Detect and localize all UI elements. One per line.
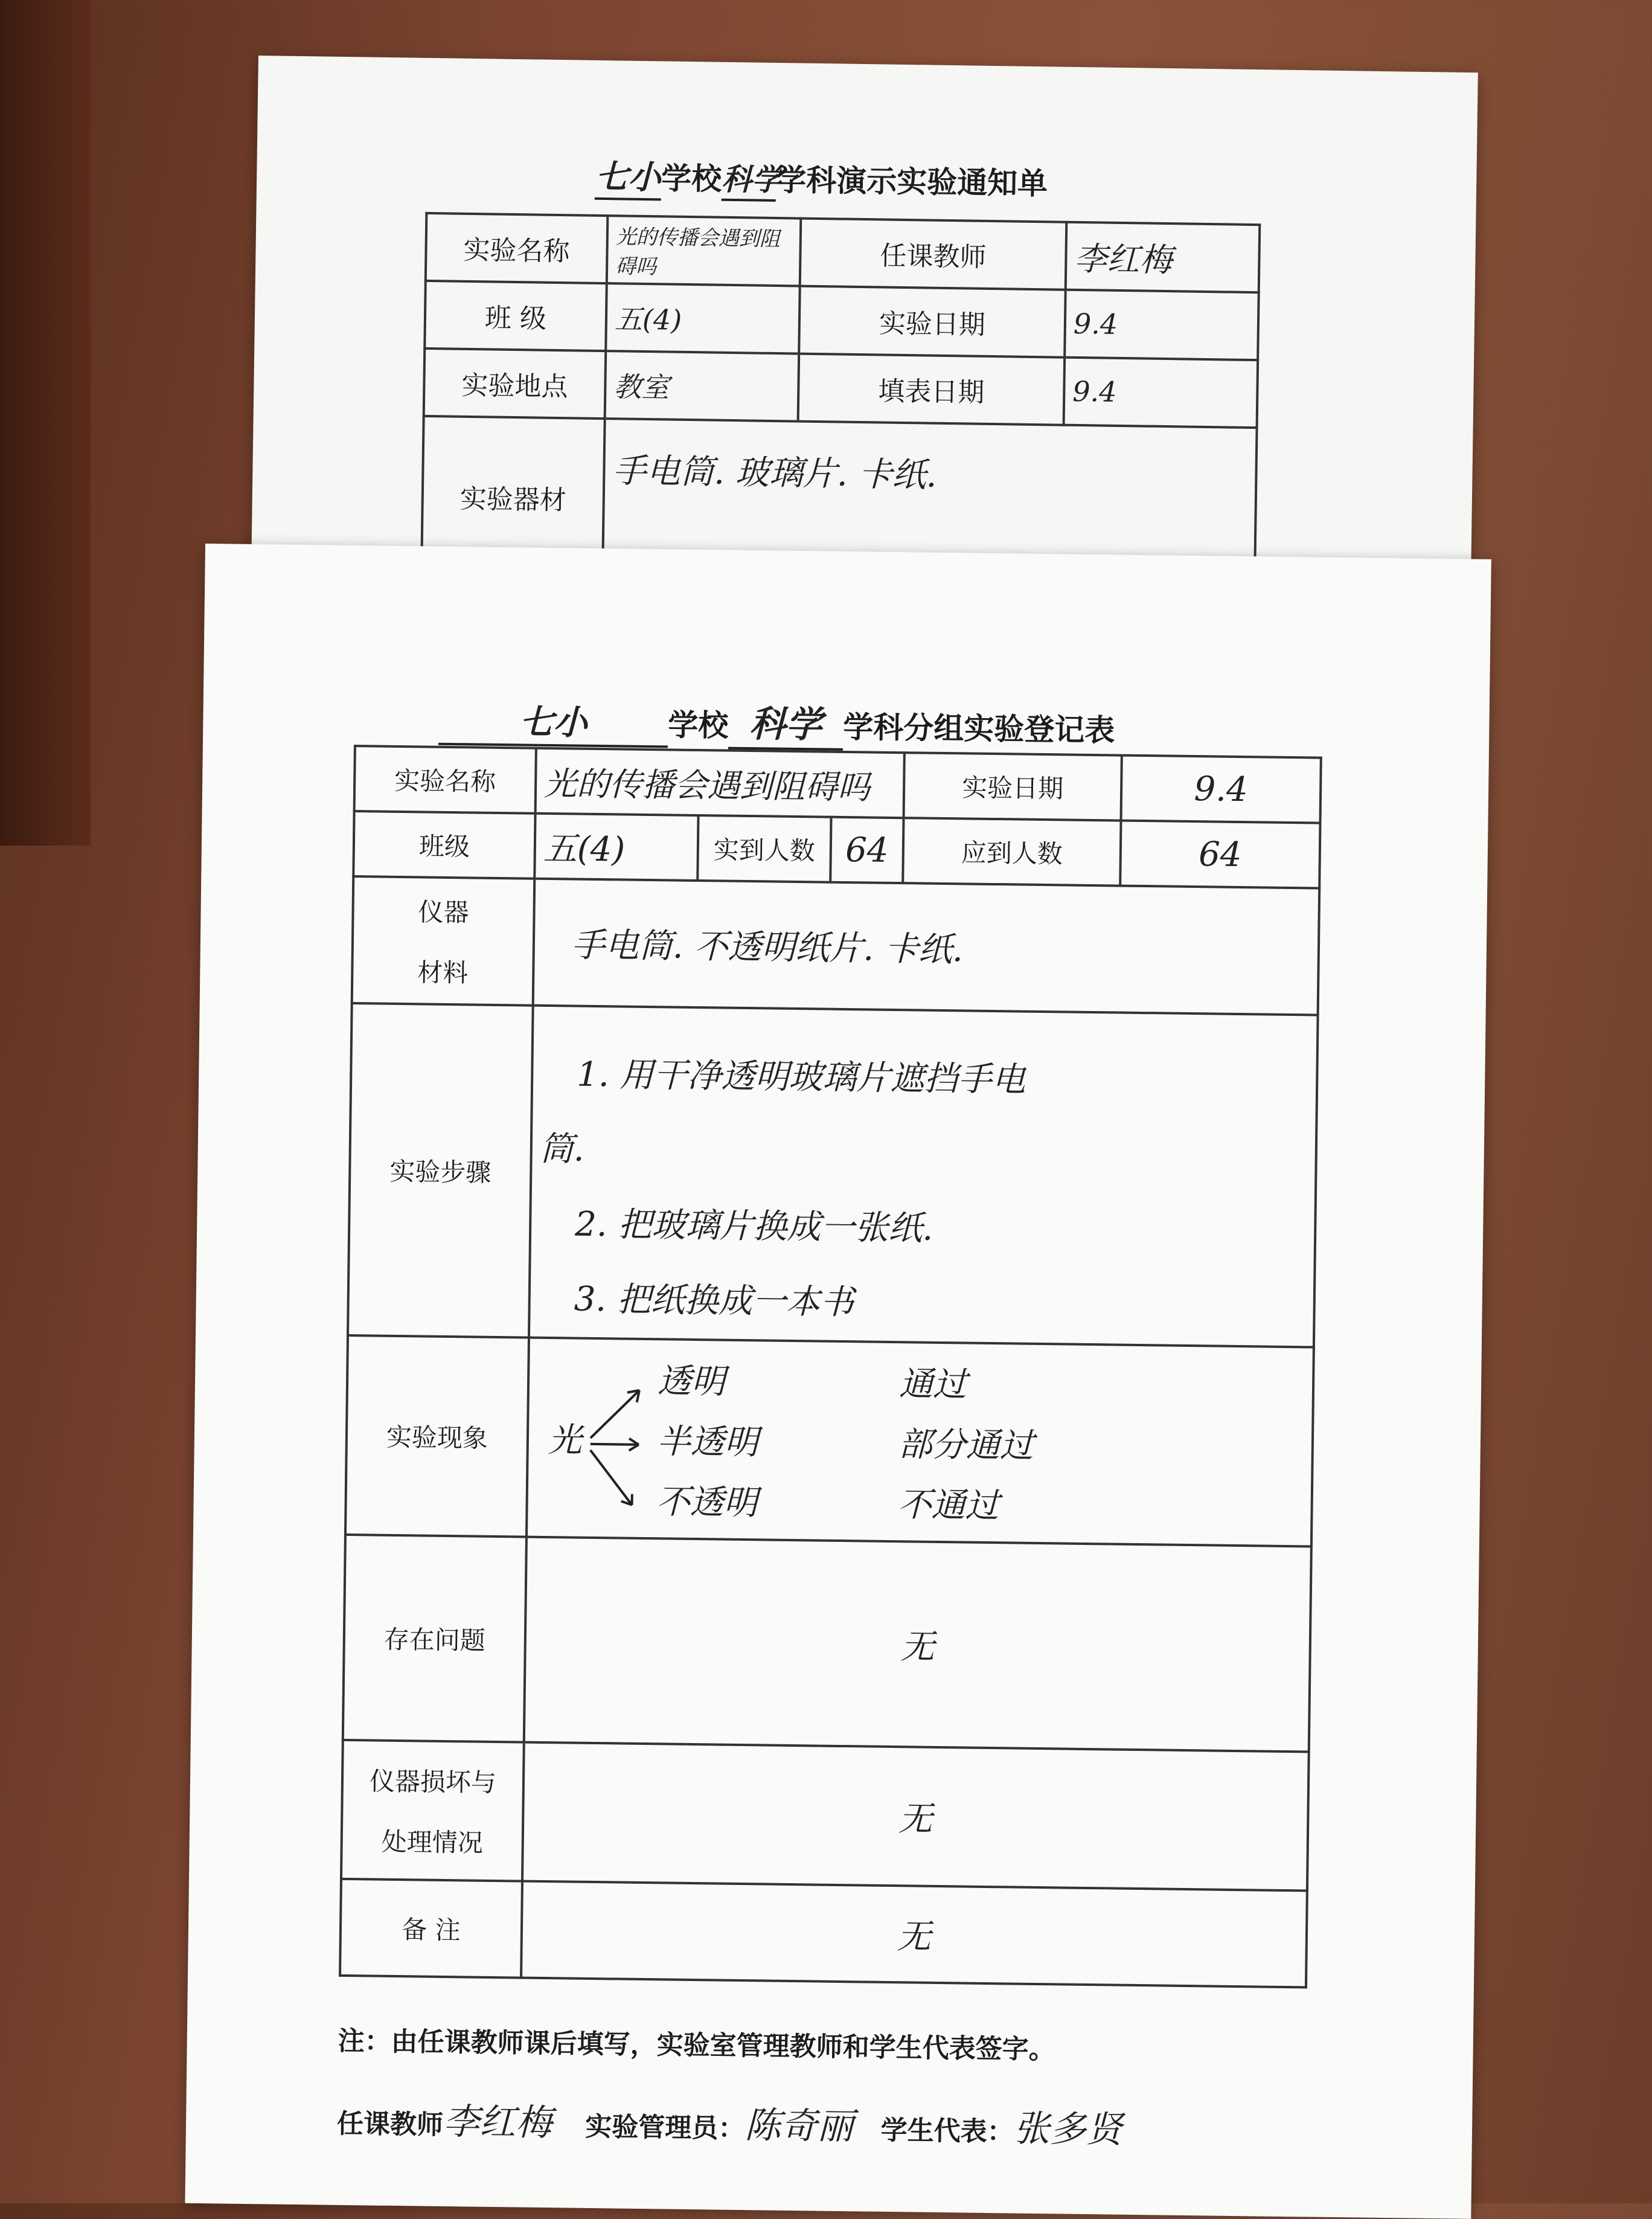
register-subject: 科学 <box>728 695 844 751</box>
phenomenon-material: 半透明 <box>656 1422 759 1463</box>
register-damage-label-1: 仪器损坏与 <box>369 1766 497 1798</box>
register-label: 存在问题 <box>343 1535 527 1742</box>
arrows-icon <box>583 1366 658 1523</box>
register-sheet <box>185 544 1491 2219</box>
register-remarks-value: 无 <box>521 1881 1307 1988</box>
notice-row-value: 9.4 <box>1065 290 1259 360</box>
register-row-damage <box>341 1740 1309 1891</box>
register-name-value: 光的传播会遇到阻碍吗 <box>536 748 904 818</box>
teacher-label: 任课教师 <box>336 2108 444 2141</box>
student-label: 学生代表： <box>880 2115 1014 2148</box>
notice-row-name <box>426 213 1260 292</box>
notice-row-label: 实验地点 <box>424 348 606 419</box>
phenomenon-material: 透明 <box>657 1361 726 1402</box>
register-step: 筒. <box>539 1129 584 1169</box>
notice-row-value: 教室 <box>605 351 799 421</box>
notice-equipment-value: 手电筒. 玻璃片. 卡纸. <box>603 419 1257 587</box>
register-expected-value: 64 <box>1120 821 1320 888</box>
phenomenon-material: 不透明 <box>656 1482 758 1523</box>
notice-row-label: 实验器材 <box>421 416 605 578</box>
register-label: 实验步骤 <box>348 1003 533 1338</box>
register-signatures <box>337 2092 1123 2153</box>
register-attend-value: 64 <box>830 817 903 883</box>
register-label: 应到人数 <box>903 818 1121 885</box>
manager-label: 实验管理员： <box>585 2111 745 2145</box>
register-steps <box>529 1006 1318 1347</box>
register-step: 3. 把纸换成一本书 <box>574 1279 854 1323</box>
register-row-name <box>354 746 1321 823</box>
register-row-problems <box>343 1535 1311 1752</box>
register-row-materials <box>352 876 1319 1015</box>
manager-signature: 陈奇丽 <box>744 2104 854 2148</box>
register-title-suffix: 学科分组实验登记表 <box>843 709 1115 748</box>
notice-row-label: 实验日期 <box>799 286 1066 358</box>
register-school-suffix: 学校 <box>668 707 729 743</box>
register-materials-value: 手电筒. 不透明纸片. 卡纸. <box>533 879 1319 1015</box>
notice-teacher-signature: 李红梅 <box>1066 222 1260 292</box>
notice-row-class <box>424 281 1258 360</box>
notice-row-label: 任课教师 <box>800 219 1067 290</box>
register-damage-label-2: 处理情况 <box>381 1826 484 1858</box>
register-footnote: 注：由任课教师课后填写，实验室管理教师和学生代表签字。 <box>338 2025 1055 2066</box>
notice-row-label: 实验名称 <box>426 213 608 283</box>
register-problems-value: 无 <box>524 1537 1311 1752</box>
register-school: 七小 <box>438 695 668 748</box>
register-step: 1. 用干净透明玻璃片遮挡手电 <box>576 1055 1026 1100</box>
notice-row-value: 9.4 <box>1064 358 1258 428</box>
notice-row-value: 光的传播会遇到阻碍吗 <box>607 216 801 286</box>
notice-row-label: 填表日期 <box>798 354 1065 425</box>
phenomenon-result: 通过 <box>898 1364 967 1405</box>
register-row-class <box>353 811 1320 888</box>
register-label: 实验日期 <box>904 753 1122 820</box>
register-date-value: 9.4 <box>1121 756 1321 823</box>
phenomenon-result: 不通过 <box>897 1485 1000 1526</box>
register-label: 实验现象 <box>345 1335 529 1537</box>
notice-title <box>595 151 1048 206</box>
notice-school: 七小 <box>595 151 662 201</box>
teacher-signature: 李红梅 <box>443 2101 552 2145</box>
register-row-steps <box>348 1003 1318 1347</box>
register-label <box>352 876 535 1006</box>
register-label: 备 注 <box>340 1879 522 1978</box>
register-materials-label-1: 仪器 <box>418 897 469 928</box>
desk-edge <box>0 0 91 846</box>
register-row-phenomenon <box>345 1335 1314 1547</box>
notice-school-suffix: 学校 <box>661 161 722 197</box>
register-damage-value: 无 <box>522 1742 1309 1891</box>
student-signature: 张多贤 <box>1013 2107 1123 2151</box>
register-label: 班级 <box>353 811 535 879</box>
phenomenon-source: 光 <box>548 1421 583 1460</box>
phenomenon-result: 部分通过 <box>898 1425 1034 1466</box>
notice-row-location <box>424 348 1258 428</box>
register-phenomenon <box>527 1338 1314 1547</box>
notice-subject: 科学 <box>722 155 776 202</box>
register-table <box>339 745 1322 1988</box>
notice-row-label: 班 级 <box>424 281 607 351</box>
register-label: 实验名称 <box>354 746 536 814</box>
notice-table <box>420 212 1261 588</box>
notice-title-suffix: 学科演示实验通知单 <box>775 162 1048 202</box>
register-label <box>341 1740 524 1881</box>
notice-row-value: 五(4) <box>606 283 800 353</box>
register-row-remarks <box>340 1879 1307 1988</box>
register-label: 实到人数 <box>697 815 831 882</box>
register-materials-label-2: 材料 <box>417 957 469 988</box>
register-title <box>438 692 1115 754</box>
register-step: 2. 把玻璃片换成一张纸. <box>574 1204 933 1248</box>
register-class-value: 五(4) <box>534 814 698 881</box>
